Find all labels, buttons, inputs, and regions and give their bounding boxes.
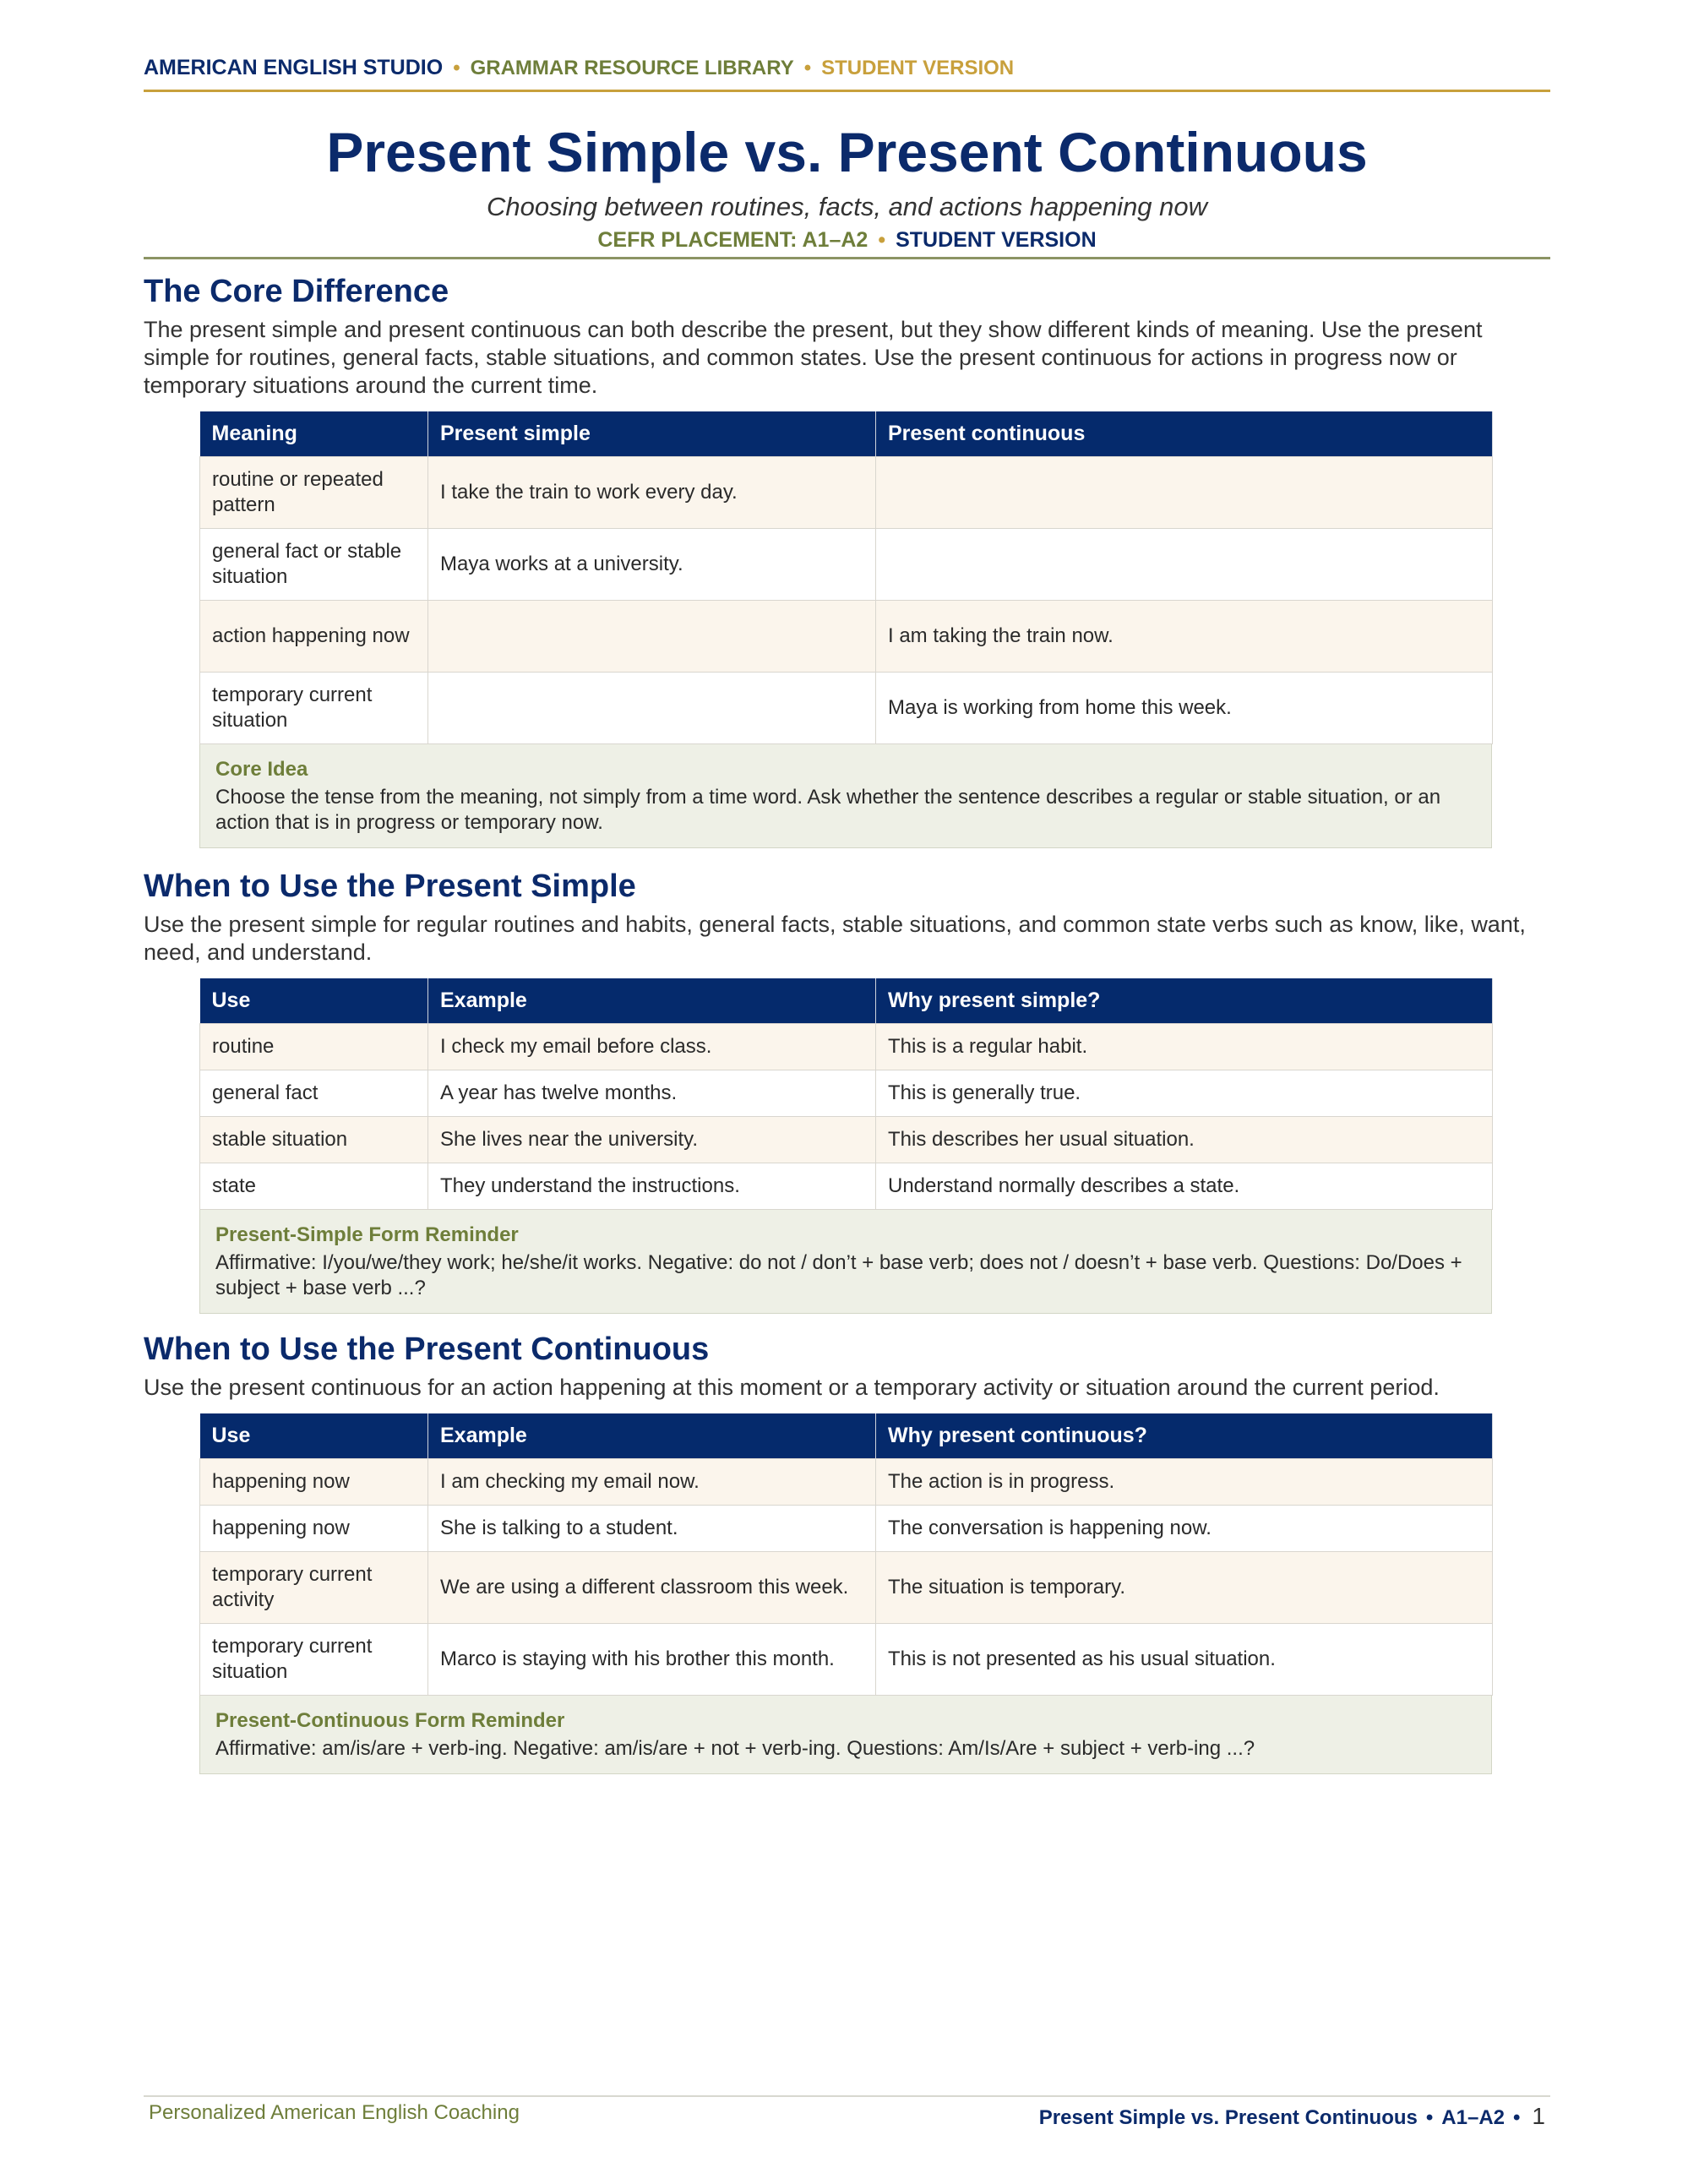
footer-separator: •: [1513, 2106, 1521, 2129]
column-header: Meaning: [200, 411, 428, 457]
table-cell: This is generally true.: [876, 1070, 1493, 1117]
present-continuous-table: [199, 1413, 1493, 1696]
table-cell: general fact: [200, 1070, 428, 1117]
cefr-placement: CEFR PLACEMENT: A1–A2: [597, 228, 869, 252]
footer-tagline: Personalized American English Coaching: [149, 2101, 520, 2124]
note-text: Choose the tense from the meaning, not simply from a time word. Ask whether the sentence describes a regular or stable situation, or an action that is in progress or temporary now.: [215, 786, 1441, 834]
table-row: [200, 1163, 1493, 1210]
column-header: Present continuous: [876, 411, 1493, 457]
table-row: [200, 1024, 1493, 1070]
column-header: Use: [200, 978, 428, 1024]
table-cell: Maya works at a university.: [428, 529, 876, 601]
table-row: [200, 529, 1493, 601]
table-cell: She is talking to a student.: [428, 1506, 876, 1552]
footer-level: A1–A2: [1441, 2106, 1506, 2129]
table-row: [200, 1552, 1493, 1624]
core-idea-note: [199, 744, 1492, 848]
table-cell: happening now: [200, 1459, 428, 1506]
table-row: [200, 1117, 1493, 1163]
table-cell: action happening now: [200, 601, 428, 673]
column-header: Present simple: [428, 411, 876, 457]
section-present-simple: [144, 867, 1550, 1314]
column-header: Why present simple?: [876, 978, 1493, 1024]
section-intro: The present simple and present continuous can both describe the present, but they show different kinds of meaning. Use the present simple for routines, general facts, stable situations, and common states. Use the present continuous for actions in progress now or temporary situations around the current time.: [144, 317, 1483, 398]
table-row: [200, 1624, 1493, 1696]
present-simple-table: [199, 978, 1493, 1210]
title-block: [144, 118, 1550, 253]
column-header: Example: [428, 978, 876, 1024]
table-cell: This is not presented as his usual situation.: [876, 1624, 1493, 1696]
section-heading: When to Use the Present Simple: [144, 869, 636, 904]
column-header: Why present continuous?: [876, 1413, 1493, 1459]
footer-separator: •: [1425, 2106, 1434, 2129]
section-core-difference: [144, 272, 1550, 848]
table-cell: The action is in progress.: [876, 1459, 1493, 1506]
footer-doc-title: Present Simple vs. Present Continuous: [1038, 2106, 1418, 2129]
section-heading: When to Use the Present Continuous: [144, 1332, 710, 1367]
section-intro: Use the present continuous for an action happening at this moment or a temporary activity or situation around the current period.: [144, 1375, 1440, 1400]
page-subtitle: Choosing between routines, facts, and actions happening now: [486, 192, 1208, 221]
table-cell: She lives near the university.: [428, 1117, 876, 1163]
table-row: [200, 1506, 1493, 1552]
table-cell: Understand normally describes a state.: [876, 1163, 1493, 1210]
version-label: STUDENT VERSION: [821, 57, 1015, 79]
table-cell: happening now: [200, 1506, 428, 1552]
table-row: [200, 673, 1493, 744]
meaning-table: [199, 411, 1493, 744]
table-cell: This is a regular habit.: [876, 1024, 1493, 1070]
table-row: [200, 601, 1493, 673]
present-simple-form-note: [199, 1210, 1492, 1314]
table-cell: We are using a different classroom this week.: [428, 1552, 876, 1624]
top-header-bar: [144, 56, 1550, 92]
meta-version: STUDENT VERSION: [896, 228, 1097, 252]
header-separator: •: [453, 57, 460, 79]
meta-separator: •: [878, 228, 886, 252]
table-header-row: [200, 978, 1493, 1024]
table-header-row: [200, 1413, 1493, 1459]
note-text: Affirmative: I/you/we/they work; he/she/it works. Negative: do not / don’t + base verb; does not / doesn’t + base verb. Questions: Do/Does + subject + base verb ...?: [215, 1251, 1462, 1299]
section-intro: Use the present simple for regular routines and habits, general facts, stable situations, and common state verbs such as know, like, want, need, and understand.: [144, 912, 1526, 965]
table-cell: They understand the instructions.: [428, 1163, 876, 1210]
table-cell: routine: [200, 1024, 428, 1070]
note-title: Present-Simple Form Reminder: [215, 1223, 519, 1246]
section-present-continuous: [144, 1330, 1550, 1774]
table-cell: temporary current situation: [200, 1624, 428, 1696]
page-number: 1: [1532, 2103, 1545, 2129]
table-cell: The situation is temporary.: [876, 1552, 1493, 1624]
title-divider: [144, 257, 1550, 259]
library-name: GRAMMAR RESOURCE LIBRARY: [470, 57, 794, 79]
table-cell: I take the train to work every day.: [428, 457, 876, 529]
present-continuous-form-note: [199, 1696, 1492, 1774]
footer-doc-info: [1039, 2103, 1545, 2130]
table-cell: state: [200, 1163, 428, 1210]
table-cell: temporary current activity: [200, 1552, 428, 1624]
studio-name: AMERICAN ENGLISH STUDIO: [144, 56, 444, 79]
page-title: Present Simple vs. Present Continuous: [326, 121, 1368, 183]
table-row: [200, 1070, 1493, 1117]
header-separator: •: [803, 57, 812, 79]
table-cell: [876, 529, 1493, 601]
table-header-row: [200, 411, 1493, 457]
note-title: Present-Continuous Form Reminder: [215, 1709, 565, 1732]
footer-divider: [144, 2095, 1550, 2097]
table-cell: The conversation is happening now.: [876, 1506, 1493, 1552]
table-cell: I am checking my email now.: [428, 1459, 876, 1506]
column-header: Example: [428, 1413, 876, 1459]
table-cell: [876, 457, 1493, 529]
table-cell: I check my email before class.: [428, 1024, 876, 1070]
table-cell: temporary current situation: [200, 673, 428, 744]
table-cell: stable situation: [200, 1117, 428, 1163]
table-cell: routine or repeated pattern: [200, 457, 428, 529]
note-title: Core Idea: [215, 758, 308, 781]
table-cell: A year has twelve months.: [428, 1070, 876, 1117]
table-cell: I am taking the train now.: [876, 601, 1493, 673]
placement-line: [144, 226, 1550, 253]
table-cell: general fact or stable situation: [200, 529, 428, 601]
table-cell: Marco is staying with his brother this month.: [428, 1624, 876, 1696]
table-row: [200, 1459, 1493, 1506]
table-cell: [428, 673, 876, 744]
table-cell: [428, 601, 876, 673]
section-heading: The Core Difference: [144, 274, 449, 309]
note-text: Affirmative: am/is/are + verb-ing. Negative: am/is/are + not + verb-ing. Questions: Am/Is/Are + subject + verb-ing ...?: [215, 1737, 1255, 1760]
column-header: Use: [200, 1413, 428, 1459]
table-cell: This describes her usual situation.: [876, 1117, 1493, 1163]
table-cell: Maya is working from home this week.: [876, 673, 1493, 744]
table-row: [200, 457, 1493, 529]
